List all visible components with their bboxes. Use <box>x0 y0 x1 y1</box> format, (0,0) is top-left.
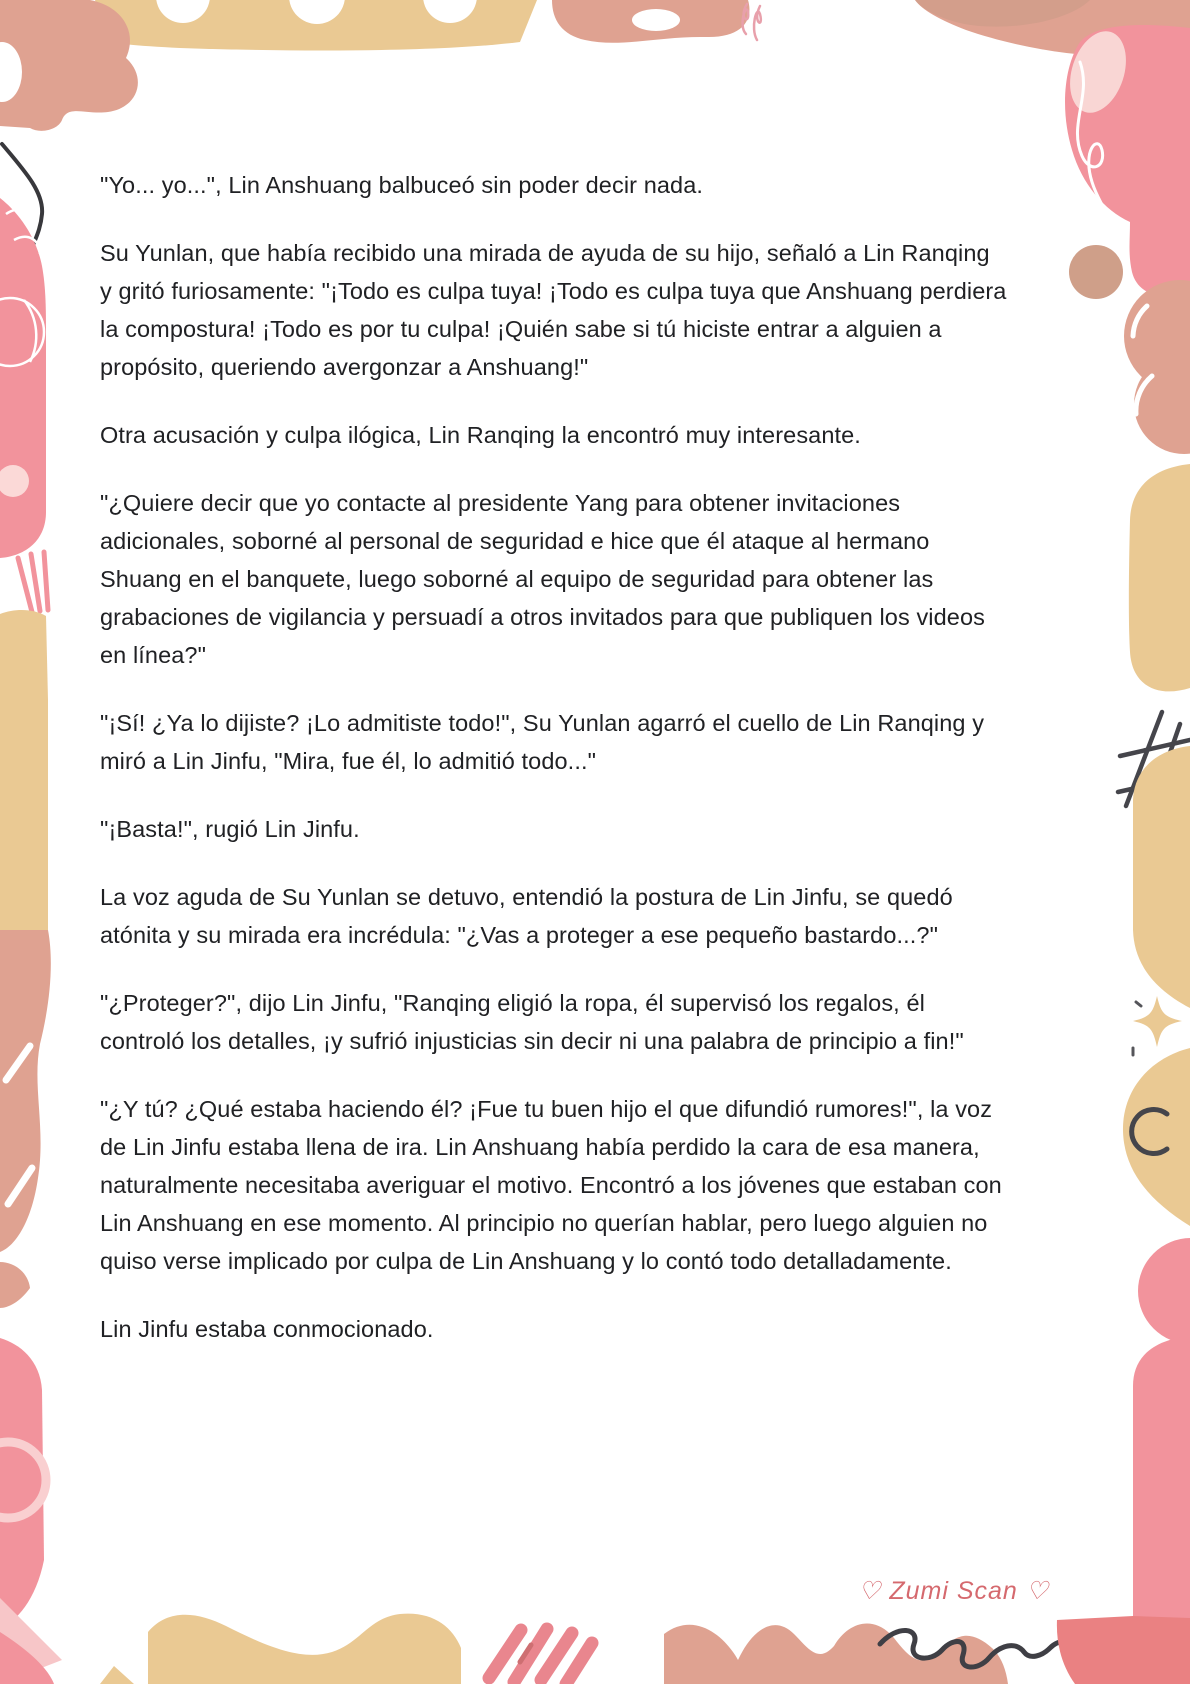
paragraph: Su Yunlan, que había recibido una mirada de ayuda de su hijo, señaló a Lin Ranqing y gritó furiosamente: "¡Todo es culpa tuya! ¡Todo es culpa tuya que Anshuang perdiera la compostura! ¡Todo es por tu culpa! ¡Quién sabe si tú hiciste entrar a alguien a propósito, queriendo avergonzar a Anshuang!" <box>100 240 1007 380</box>
paragraph: "¿Quiere decir que yo contacte al presidente Yang para obtener invitaciones adicionales, soborné al personal de seguridad e hice que él ataque al hermano Shuang en el banquete, luego soborné al equipo de seguridad para obtener las grabaciones de vigilancia y persuadí a otros invitados para que publiquen los videos en línea?" <box>100 490 985 668</box>
paragraph: La voz aguda de Su Yunlan se detuvo, entendió la postura de Lin Jinfu, se quedó atónita y su mirada era incrédula: "¿Vas a proteger a ese pequeño bastardo...?" <box>100 884 953 948</box>
scan-watermark: ♡ Zumi Scan ♡ <box>858 1577 1050 1605</box>
paragraph: "¿Y tú? ¿Qué estaba haciendo él? ¡Fue tu buen hijo el que difundió rumores!", la voz de Lin Jinfu estaba llena de ira. Lin Anshuang había perdido la cara de esa manera, naturalmente necesitaba averiguar el motivo. Encontró a los jóvenes que estaban con Lin Anshuang en ese momento. Al principio no querían hablar, pero luego alguien no quiso verse implicado por culpa de Lin Anshuang y lo contó todo detalladamente. <box>100 1096 1002 1274</box>
paragraph: "¡Sí! ¿Ya lo dijiste? ¡Lo admitiste todo!", Su Yunlan agarró el cuello de Lin Ranqing y miró a Lin Jinfu, "Mira, fue él, lo admitió todo..." <box>100 710 985 774</box>
pink-marker-scribble-icon <box>489 1629 592 1684</box>
paragraph: "¡Basta!", rugió Lin Jinfu. <box>100 816 360 842</box>
dark-squiggle-doodle-icon <box>880 1630 1094 1668</box>
white-flower-lineart-icon <box>0 210 44 366</box>
bottom-border-art <box>100 1614 1190 1684</box>
pink-scribble-doodle-icon <box>743 4 761 40</box>
paragraph: "Yo... yo...", Lin Anshuang balbuceó sin poder decir nada. <box>100 172 704 198</box>
top-border-art <box>95 0 1190 56</box>
c-ring-doodle-icon <box>1132 1110 1167 1154</box>
paragraph: Lin Jinfu estaba conmocionado. <box>100 1316 434 1342</box>
paragraph: Otra acusación y culpa ilógica, Lin Ranqing la encontró muy interesante. <box>100 422 861 448</box>
story-text <box>100 166 1008 1378</box>
white-script-doodle-icon <box>1077 62 1108 232</box>
hash-doodle-icon <box>1118 712 1190 822</box>
black-brush-doodle-icon <box>2 144 42 258</box>
right-border-art <box>1060 24 1190 1620</box>
sparkle-icon <box>1133 996 1182 1047</box>
paragraph: "¿Proteger?", dijo Lin Jinfu, "Ranqing eligió la ropa, él supervisó los regalos, él controló los detalles, ¡y sufrió injusticias sin decir ni una palabra de principio a fin!" <box>100 990 964 1054</box>
